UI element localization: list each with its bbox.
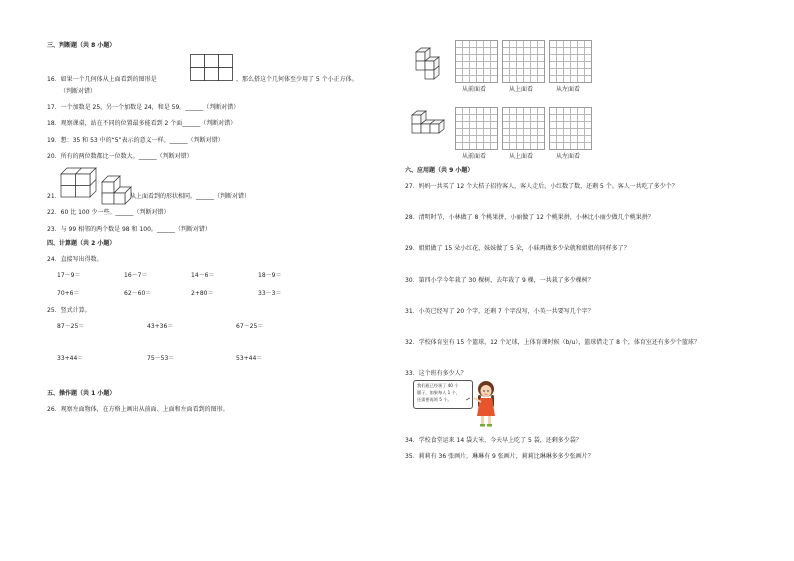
question-33: 33．这个班有多少人？ [405,370,467,377]
bubble-line: 还需要再领 5 个。 [417,397,452,402]
question-16-text: 16．如果一个几何体从上面看到的图形是 [47,76,157,83]
calc-item: 18－9＝ [258,272,282,279]
calc-item: 62－60＝ [124,290,152,297]
cube-figure-b [100,176,132,200]
vertical-calc-item: 43+36＝ [147,323,174,330]
question-23: 23．与 99 相邻的两个数是 98 和 100。______（判断对错） [47,226,211,233]
vertical-calc-item: 67－25＝ [236,323,264,330]
section-5-title: 五、操作题（共 1 小题） [47,390,116,397]
question-29: 29．姐姐做了 15 朵小红花，妹妹做了 5 朵，小妹再做多少朵就和姐姐的同样多了？ [405,245,630,252]
question-20: 20．所有的两位数都比一位数大。______（判断对错） [47,153,193,160]
question-25: 25．竖式计算。 [47,307,91,314]
cube-stack-figure-1 [412,48,448,80]
question-21-number: 21． [47,193,61,200]
question-24: 24．直接写出得数。 [47,256,103,263]
view-label-front-2: 从前面看 [462,153,487,160]
question-31: 31．小英已经写了 20 个字，还剩 7 个字没写，小英一共要写几个字？ [405,308,594,315]
drawing-grid-front[interactable] [455,40,498,83]
top-view-figure [190,54,234,82]
question-19: 19．想：35 和 53 中的“5”表示的意义一样。______（判断对错） [47,137,224,144]
bubble-line: 圆子，如果每人 1 个， [417,390,461,395]
calc-item: 14－6＝ [191,272,215,279]
question-17: 17．一个加数是 25，另一个加数是 24，和是 59。______（判断对错） [47,104,240,111]
view-label-top-2: 从上面看 [509,153,534,160]
vertical-calc-item: 53+44＝ [236,355,263,362]
drawing-grid-top-2[interactable] [502,107,545,150]
question-32: 32．学校体育室有 15 个篮球，12 个足球，上体育课时候（b/u），篮球借走了 8 个，体育室还有多少个篮球？ [405,339,700,346]
question-28: 28．清明时节，小林做了 8 个桃果拼，小丽做了 12 个桃果拼，小林比小丽少做几个桃果拼？ [405,214,654,221]
vertical-calc-item: 33+44＝ [57,355,84,362]
calc-item: 16－7＝ [124,272,148,279]
question-35: 35．莉莉有 36 张画片，琳琳有 9 张画片，莉莉比琳琳多多少张画片？ [405,453,594,460]
calc-item: 70+6＝ [57,290,80,297]
view-label-left: 从左面看 [556,86,581,93]
speech-bubble [413,380,473,409]
bubble-line: 我们班已经领了 40 个 [417,383,459,388]
girl-illustration [470,380,500,428]
calc-item: 2+80＝ [191,290,214,297]
drawing-grid-left[interactable] [549,40,592,83]
question-30: 30．第四小学今年栽了 30 棵树，去年栽了 9 棵，一共栽了多少棵树？ [405,277,594,284]
view-label-front: 从前面看 [462,86,487,93]
section-6-title: 六、应用题（共 9 小题） [405,167,474,174]
drawing-grid-top[interactable] [502,40,545,83]
calc-item: 17－9＝ [57,272,81,279]
drawing-grid-left-2[interactable] [549,107,592,150]
calc-item: 33－3＝ [258,290,282,297]
question-16-text-end: ，那么搭这个几何体至少用了 5 个小正方体。 [236,76,358,83]
question-34: 34．学校食堂运来 14 袋大米，今天早上吃了 5 袋，还剩多少袋？ [405,437,582,444]
cube-stack-figure-2 [411,111,451,137]
cube-figure-a [61,168,97,198]
drawing-grid-front-2[interactable] [455,107,498,150]
vertical-calc-item: 75－53＝ [147,355,175,362]
section-3-title: 三、判断题（共 8 小题） [47,42,116,49]
view-label-top: 从上面看 [509,86,534,93]
question-21-text: 从上面看到的形状相同。______（判断对错） [130,193,251,200]
question-26: 26．观察左面物体，在方格上画出从前面、上面和左面看到的图形。 [47,406,229,413]
question-27: 27．妈妈一共买了 12 个大桔子招待客人，客人走后，小红数了数，还剩 5 个。客人一共吃了多少个？ [405,183,678,190]
vertical-calc-item: 87－25＝ [57,323,85,330]
question-18: 18．观察课桌，站在不同的位置最多能看到 2 个面______（判断对错） [47,120,237,127]
question-22: 22．60 比 100 少一些。______（判断对错） [47,209,170,216]
view-label-left-2: 从左面看 [556,153,581,160]
section-4-title: 四、计算题（共 2 小题） [47,240,116,247]
question-16-judge: （判断对错） [60,88,97,95]
